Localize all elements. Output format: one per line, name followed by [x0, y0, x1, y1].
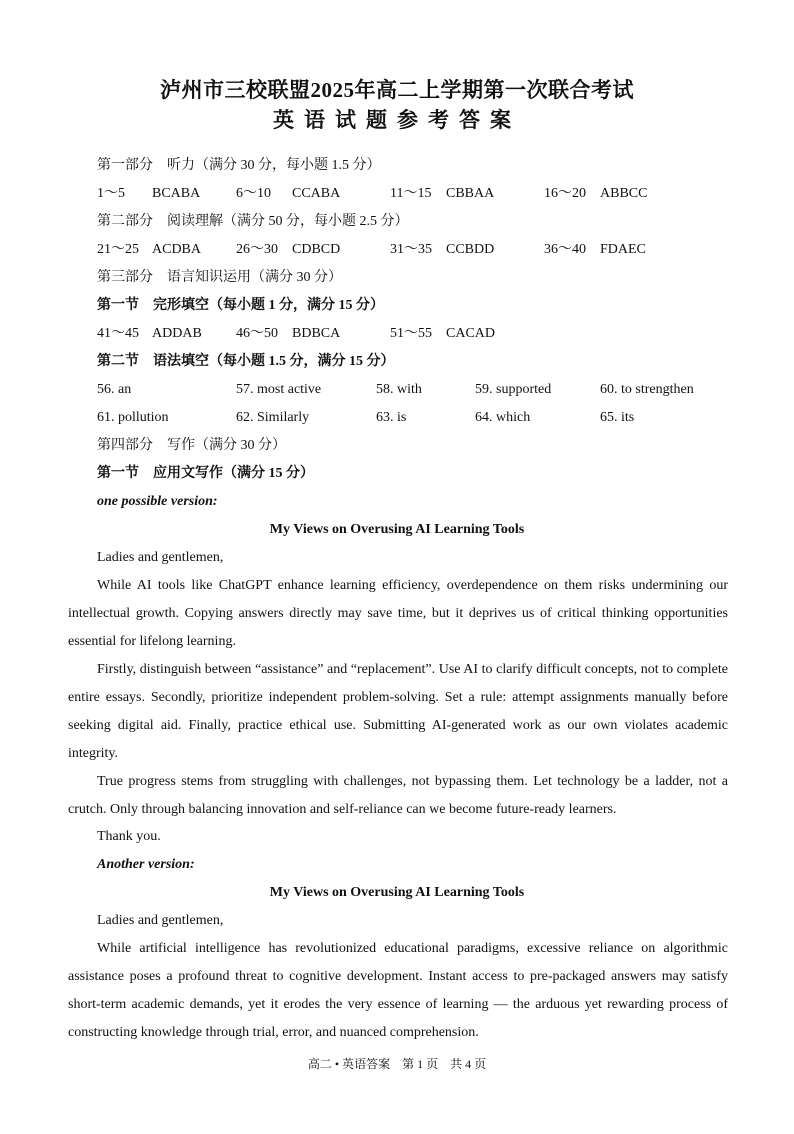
grammar-answer: 56. an	[97, 382, 132, 397]
answer-key: ADDAB	[152, 326, 202, 341]
grammar-answer: 65. its	[600, 410, 635, 425]
answer-range: 6～10	[236, 186, 271, 201]
grammar-answers-row-2	[0, 408, 794, 428]
page-footer: 高二 • 英语答案 第 1 页 共 4 页	[307, 1057, 487, 1071]
version2-paragraph-1: While artificial intelligence has revolutionized educational paradigms, excessive reliance on algorithmic assistance poses a profound threat to cognitive development. Instant access to pre-packaged answers may satisfy short-term academic demands, yet it erodes the very essence of learning — the arduous yet rewarding process of constructing knowledge through trial, error, and nuanced comprehension.	[68, 941, 728, 1040]
version2-label: Another version:	[97, 857, 195, 872]
answer-key: BDBCA	[292, 326, 341, 341]
answer-range: 21～25	[97, 242, 139, 257]
version1-essay-title: My Views on Overusing AI Learning Tools	[269, 522, 525, 537]
grammar-answer: 59. supported	[475, 382, 552, 397]
answer-key: CACAD	[446, 326, 496, 341]
answer-range: 51～55	[390, 326, 432, 341]
answer-key: BCABA	[152, 186, 201, 201]
grammar-answer: 57. most active	[236, 382, 322, 397]
answer-key: CCBDD	[446, 242, 495, 257]
version1-greeting: Ladies and gentlemen,	[97, 550, 224, 565]
part1-answers-row	[0, 184, 794, 204]
page-title: 泸州市三校联盟2025年高二上学期第一次联合考试	[160, 78, 634, 102]
answer-key: ACDBA	[152, 242, 202, 257]
part2-answers-row	[0, 240, 794, 260]
grammar-answer: 61. pollution	[97, 410, 169, 425]
answer-range: 11～15	[390, 186, 432, 201]
version1-label: one possible version:	[97, 494, 218, 509]
version1-paragraph-1: While AI tools like ChatGPT enhance learning efficiency, overdependence on them risks undermining our intellectual growth. Copying answers directly may save time, but it deprives us of critical thinking opportunities essential for lifelong learning.	[68, 578, 728, 649]
page-subtitle: 英语试题参考答案	[273, 108, 521, 132]
answer-range: 26～30	[236, 242, 278, 257]
answer-range: 16～20	[544, 186, 586, 201]
part3-section2-heading: 第二节 语法填空（每小题 1.5 分，满分 15 分）	[97, 354, 395, 369]
part3-heading: 第三部分 语言知识运用（满分 30 分）	[97, 270, 342, 285]
version2-essay-title: My Views on Overusing AI Learning Tools	[269, 885, 525, 900]
answer-range: 46～50	[236, 326, 278, 341]
part1-heading: 第一部分 听力（满分 30 分，每小题 1.5 分）	[97, 158, 381, 173]
part2-heading: 第二部分 阅读理解（满分 50 分，每小题 2.5 分）	[97, 214, 409, 229]
version1-paragraph-2: Firstly, distinguish between “assistance” and “replacement”. Use AI to clarify difficult concepts, not to complete entire essays. Secondly, prioritize independent problem-solving. Set a rule: attempt assignments manually before seeking digital aid. Finally, practice ethical use. Submitting AI-generated work as our own violates academic integrity.	[68, 662, 728, 761]
answer-range: 41～45	[97, 326, 139, 341]
grammar-answer: 60. to strengthen	[600, 382, 694, 397]
part4-section1-heading: 第一节 应用文写作（满分 15 分）	[97, 466, 314, 481]
cloze-answers-row	[0, 324, 794, 344]
grammar-answer: 62. Similarly	[236, 410, 310, 425]
part4-heading: 第四部分 写作（满分 30 分）	[97, 438, 286, 453]
answer-key: ABBCC	[600, 186, 648, 201]
grammar-answer: 63. is	[376, 410, 407, 425]
grammar-answer: 64. which	[475, 410, 531, 425]
grammar-answers-row-1	[0, 380, 794, 400]
version1-paragraph-3: True progress stems from struggling with challenges, not bypassing them. Let technology be a ladder, not a crutch. Only through balancing innovation and self-reliance can we become future-ready learners.	[68, 774, 728, 817]
answer-key: CBBAA	[446, 186, 495, 201]
answer-key: CDBCD	[292, 242, 341, 257]
answer-range: 36～40	[544, 242, 586, 257]
part3-section1-heading: 第一节 完形填空（每小题 1 分，满分 15 分）	[97, 298, 384, 313]
answer-range: 31～35	[390, 242, 432, 257]
grammar-answer: 58. with	[376, 382, 422, 397]
answer-key: CCABA	[292, 186, 341, 201]
answer-key: FDAEC	[600, 242, 646, 257]
version2-greeting: Ladies and gentlemen,	[97, 913, 224, 928]
answer-range: 1～5	[97, 186, 125, 201]
version1-closing: Thank you.	[97, 829, 161, 844]
